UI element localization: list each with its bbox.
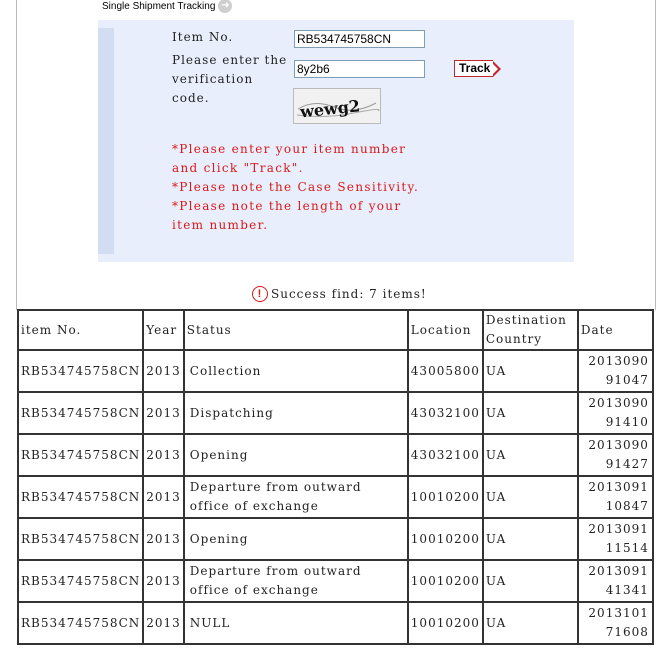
item-label: Item No. <box>172 30 234 44</box>
captcha-image <box>293 88 381 124</box>
cell-date: 201309091427 <box>578 434 653 476</box>
cell-country: UA <box>483 350 578 392</box>
table-row <box>18 560 653 602</box>
success-message <box>252 286 427 302</box>
track-button[interactable] <box>454 60 501 77</box>
captcha-text: wewg2 <box>299 96 361 122</box>
note-item: *Please note the Case Sensitivity. <box>172 180 420 194</box>
cell-status: Departure from outward office of exchange <box>184 560 408 602</box>
cell-country: UA <box>483 434 578 476</box>
results-table <box>17 309 654 645</box>
header-status: Status <box>184 310 408 350</box>
cell-item-no: RB534745758CN <box>18 434 143 476</box>
table-row <box>18 476 653 518</box>
cell-location: 43005800 <box>408 350 483 392</box>
form-stripe <box>98 28 114 254</box>
cell-date: 201309111514 <box>578 518 653 560</box>
cell-year: 2013 <box>143 602 184 644</box>
arrow-right-icon[interactable]: ➜ <box>218 0 232 13</box>
cell-country: UA <box>483 476 578 518</box>
cell-country: UA <box>483 560 578 602</box>
header-year: Year <box>143 310 184 350</box>
header-location: Location <box>408 310 483 350</box>
tracking-form <box>98 20 574 262</box>
right-border <box>655 0 656 310</box>
cell-location: 10010200 <box>408 518 483 560</box>
cell-location: 10010200 <box>408 476 483 518</box>
left-border <box>16 0 17 310</box>
cell-location: 10010200 <box>408 602 483 644</box>
cell-status: Dispatching <box>184 392 408 434</box>
cell-year: 2013 <box>143 434 184 476</box>
cell-date: 201309091047 <box>578 350 653 392</box>
verification-code-input[interactable] <box>294 60 425 78</box>
cell-item-no: RB534745758CN <box>18 392 143 434</box>
header-item-no: item No. <box>18 310 143 350</box>
header-date: Date <box>578 310 653 350</box>
cell-year: 2013 <box>143 518 184 560</box>
cell-date: 201310171608 <box>578 602 653 644</box>
cell-status: Opening <box>184 434 408 476</box>
table-row <box>18 434 653 476</box>
cell-location: 43032100 <box>408 434 483 476</box>
table-row <box>18 518 653 560</box>
cell-status: Departure from outward office of exchange <box>184 476 408 518</box>
cell-item-no: RB534745758CN <box>18 518 143 560</box>
cell-date: 201309141341 <box>578 560 653 602</box>
cell-country: UA <box>483 518 578 560</box>
note-item: *Please enter your item number and click "Track". <box>172 142 407 175</box>
cell-location: 10010200 <box>408 560 483 602</box>
page-title: Single Shipment Tracking <box>102 0 216 12</box>
header-destination-country: Destination Country <box>483 310 578 350</box>
table-row <box>18 602 653 644</box>
page-header <box>102 0 232 12</box>
cell-year: 2013 <box>143 350 184 392</box>
note-item: *Please note the length of your item number. <box>172 199 402 232</box>
table-row <box>18 392 653 434</box>
table-header-row <box>18 310 653 350</box>
cell-year: 2013 <box>143 560 184 602</box>
cell-status: Collection <box>184 350 408 392</box>
verify-label: Please enter the verification code. <box>172 53 288 105</box>
success-text: Success find: 7 items! <box>271 287 427 301</box>
cell-item-no: RB534745758CN <box>18 350 143 392</box>
cell-item-no: RB534745758CN <box>18 476 143 518</box>
track-button-label: Track <box>454 60 493 77</box>
item-number-input[interactable] <box>294 30 425 48</box>
table-row <box>18 350 653 392</box>
cell-location: 43032100 <box>408 392 483 434</box>
cell-country: UA <box>483 392 578 434</box>
alert-icon: ! <box>252 286 268 302</box>
cell-date: 201309091410 <box>578 392 653 434</box>
cell-year: 2013 <box>143 392 184 434</box>
cell-year: 2013 <box>143 476 184 518</box>
arrow-tip-icon <box>493 61 501 77</box>
cell-date: 201309110847 <box>578 476 653 518</box>
cell-item-no: RB534745758CN <box>18 602 143 644</box>
cell-status: Opening <box>184 518 408 560</box>
cell-status: NULL <box>184 602 408 644</box>
cell-country: UA <box>483 602 578 644</box>
instructions <box>172 140 432 235</box>
cell-item-no: RB534745758CN <box>18 560 143 602</box>
